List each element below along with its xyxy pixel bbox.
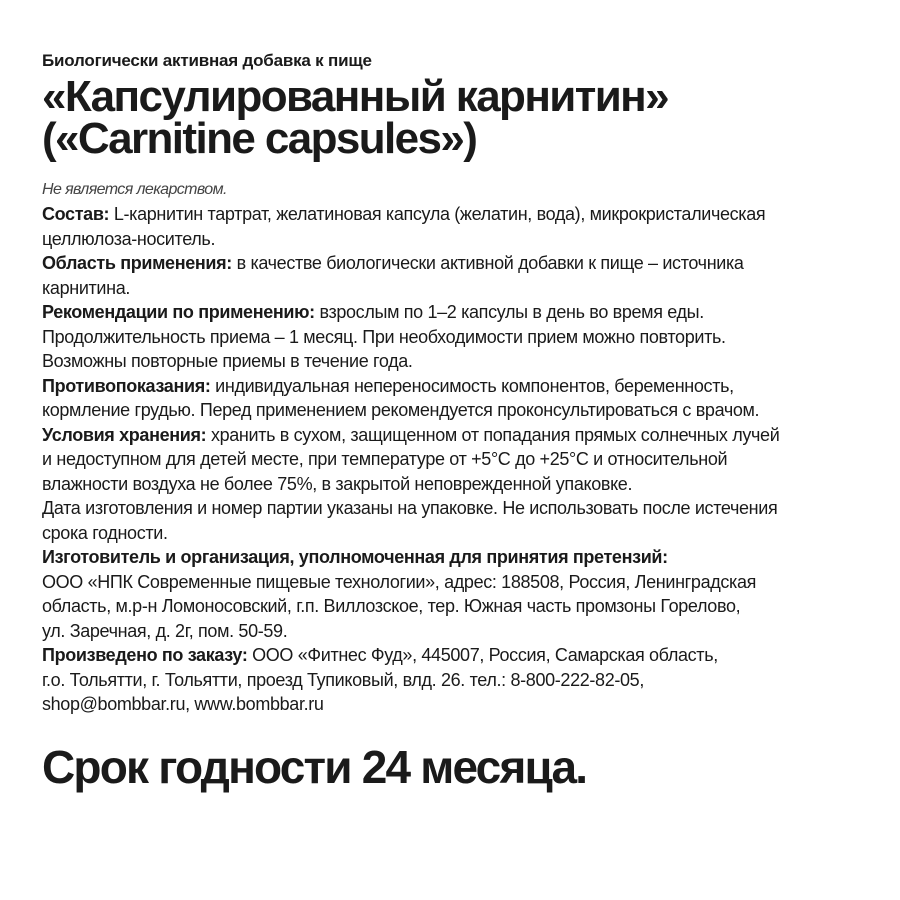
storage-text-3: влажности воздуха не более 75%, в закрытой неповрежденной упаковке. (42, 473, 633, 494)
usage-area-text: в качестве биологически активной добавки к пище – источника (231, 253, 744, 273)
label-body (42, 202, 872, 717)
usage-area-text-cont: карнитина. (42, 277, 131, 298)
production-date-text: Дата изготовления и номер партии указаны на упаковке. Не использовать после истечения (42, 498, 778, 518)
product-title-ru: «Капсулированный карнитин» (42, 72, 669, 121)
manufacturer-label: Изготовитель и организация, уполномоченная для принятия претензий: (42, 547, 668, 567)
storage-text-2: и недоступном для детей месте, при температуре от +5°C до +25°C и относительной (42, 449, 728, 469)
product-title-en: («Carnitine capsules») (42, 114, 477, 163)
recommendations-text: взрослым по 1–2 капсулы в день во время еды. (314, 302, 704, 322)
usage-area-label: Область применения: (42, 253, 232, 273)
composition-text-cont: целлюлоза-носитель. (42, 228, 216, 249)
production-date-text-2: срока годности. (42, 522, 168, 543)
manufacturer-section (42, 545, 872, 643)
usage-area-section (42, 251, 872, 300)
shelf-life: Срок годности 24 месяца. (42, 740, 587, 793)
not-medicine-notice: Не является лекарством. (42, 181, 227, 198)
contraindications-text: индивидуальная непереносимость компонентов, беременность, (210, 375, 734, 396)
contraindications-text-2: кормление грудью. Перед применением рекомендуется проконсультироваться с врачом. (42, 400, 760, 420)
composition-section (42, 202, 872, 251)
manufacturer-text-3: ул. Заречная, д. 2г, пом. 50-59. (42, 620, 288, 641)
recommendations-text-2: Продолжительность приема – 1 месяц. При необходимости прием можно повторить. (42, 326, 726, 347)
product-label (42, 50, 872, 793)
recommendations-text-3: Возможны повторные приемы в течение года. (42, 351, 413, 371)
recommendations-section (42, 300, 872, 374)
storage-text: хранить в сухом, защищенном от попадания прямых солнечных лучей (206, 424, 780, 445)
product-title (42, 72, 872, 163)
produced-for-text-2: г.о. Тольятти, г. Тольятти, проезд Тупиковый, влд. 26. тел.: 8-800-222-82-05, (42, 669, 644, 690)
storage-section (42, 423, 872, 497)
production-date-section (42, 496, 872, 545)
storage-label: Условия хранения: (42, 424, 207, 445)
produced-for-section (42, 643, 872, 717)
composition-text: L-карнитин тартрат, желатиновая капсула (желатин, вода), микрокристалическая (109, 204, 766, 224)
recommendations-label: Рекомендации по применению: (42, 302, 315, 322)
produced-for-contacts: shop@bombbar.ru, www.bombbar.ru (42, 694, 324, 714)
produced-for-text: ООО «Фитнес Фуд», 445007, Россия, Самарская область, (247, 645, 718, 665)
contraindications-label: Противопоказания: (42, 375, 211, 396)
manufacturer-text: ООО «НПК Современные пищевые технологии», адрес: 188508, Россия, Ленинградская (42, 571, 757, 592)
product-category: Биологически активная добавка к пище (42, 51, 372, 70)
contraindications-section (42, 374, 872, 423)
manufacturer-text-2: область, м.р-н Ломоносовский, г.п. Виллозское, тер. Южная часть промзоны Горелово, (42, 596, 741, 616)
produced-for-label: Произведено по заказу: (42, 645, 248, 665)
composition-label: Состав: (42, 204, 110, 224)
